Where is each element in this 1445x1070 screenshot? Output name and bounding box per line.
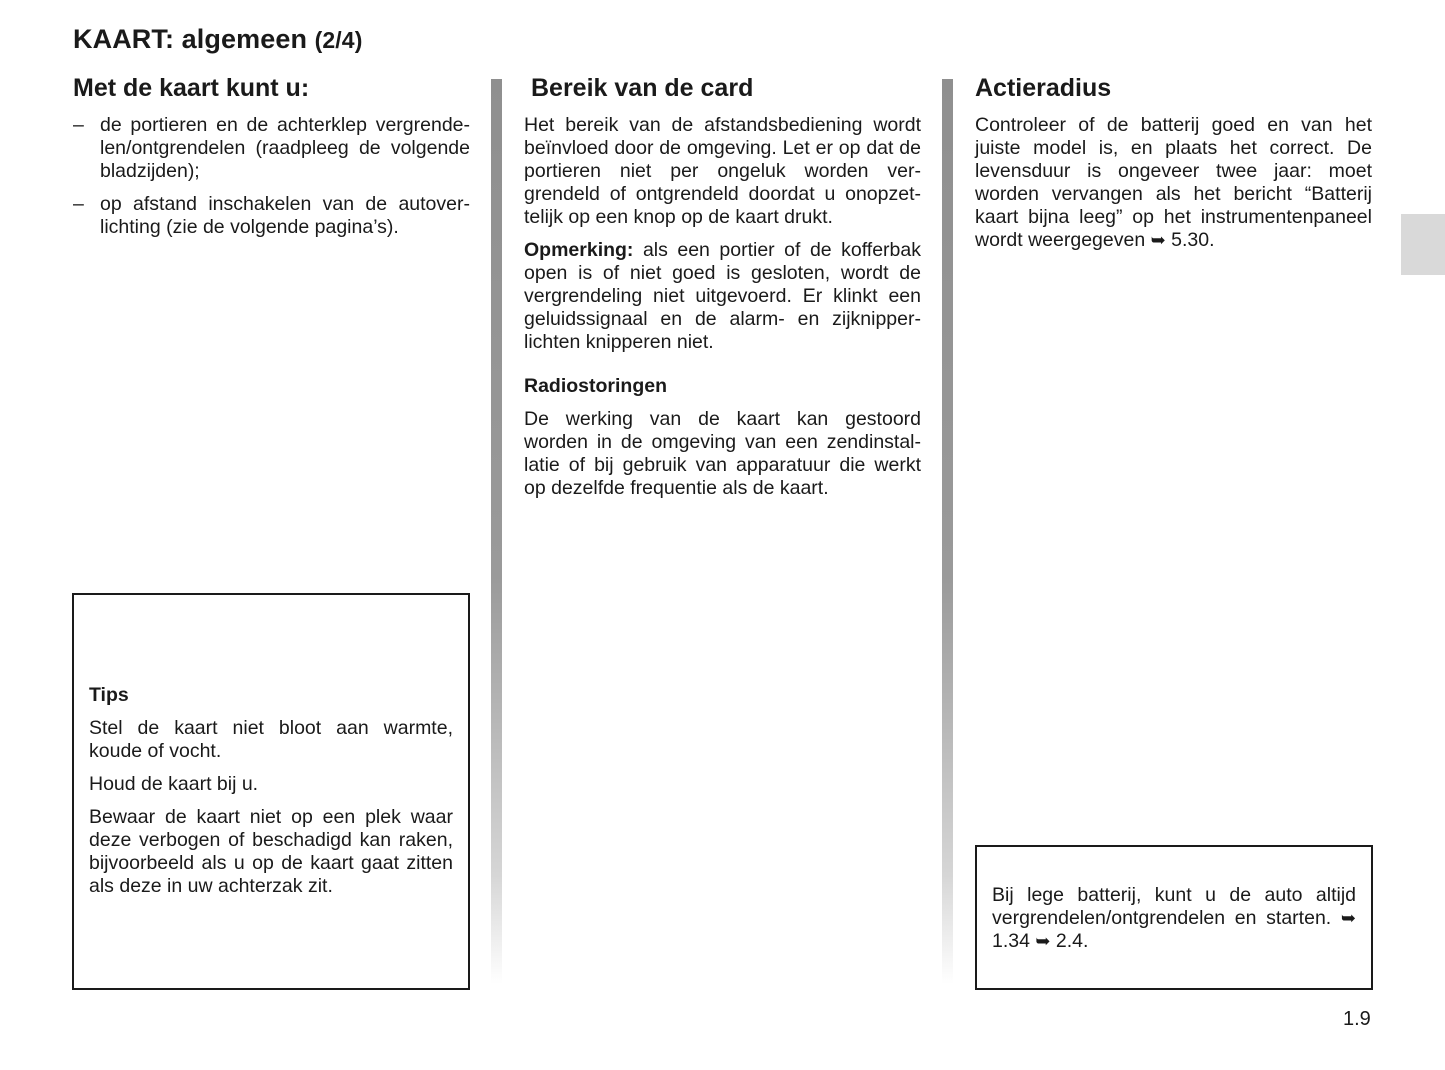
tips-paragraph: Bewaar de kaart niet op een plek waar deze verbogen of beschadigd kan raken, bijvoorbeeld als u op de kaart gaat zitten als deze in uw achterzak zit. — [89, 806, 453, 897]
page-reference: 2.4. — [1050, 930, 1089, 952]
page-number: 1.9 — [1343, 1008, 1371, 1030]
battery-note-sentence: Bij lege batterij, kunt u de auto altijd vergrendelen/ontgrendelen en starten. — [992, 884, 1356, 929]
right-column-body — [975, 114, 1372, 262]
left-column-heading: Met de kaart kunt u: — [73, 74, 310, 102]
list-item-text: de portieren en de achterklep vergrende-len/ontgrendelen (raadpleeg de volgende bladzijden); — [100, 114, 470, 182]
battery-note-text — [992, 884, 1356, 953]
column-divider — [942, 79, 953, 984]
tips-title: Tips — [89, 684, 129, 706]
chapter-tab-marker — [1401, 214, 1445, 275]
middle-column-heading: Bereik van de card — [531, 74, 754, 102]
tips-paragraph: Houd de kaart bij u. — [89, 773, 259, 795]
note-label: Opmerking: — [524, 239, 634, 261]
battery-text: Controleer of de batterij goed en van het juiste model is, en plaats het correct. De levensduur is ongeveer twee jaar: moet worden vervangen als het bericht “Batterij kaart bijna leeg” op het instrumentenpaneel wordt weergegeven — [975, 114, 1372, 251]
tips-box — [72, 593, 470, 990]
reference-arrow-icon: ➥ — [1150, 230, 1166, 250]
page-title — [73, 24, 362, 55]
dash-bullet: – — [73, 114, 84, 136]
radio-interference-paragraph: De werking van de kaart kan gestoord worden in de omgeving van een zendinstal-latie of bij gebruik van apparatuur die werkt op dezelfde frequentie als de kaart. — [524, 408, 921, 499]
page-reference: 1.34 — [992, 930, 1036, 952]
note-text: als een portier of de kofferbak open is of niet goed is gesloten, wordt de vergrendeling niet uitgevoerd. Er klinkt een geluidssignaal en de alarm- en zijknipper-lichten knipperen niet. — [524, 239, 921, 353]
dash-bullet: – — [73, 193, 84, 215]
reference-arrow-icon: ➥ — [1340, 908, 1356, 928]
reference-arrow-icon: ➥ — [1035, 931, 1051, 951]
feature-list — [73, 114, 470, 249]
right-column-heading: Actieradius — [975, 74, 1112, 102]
tips-paragraph: Stel de kaart niet bloot aan warmte, koude of vocht. — [89, 717, 453, 762]
page-title-part: (2/4) — [314, 27, 363, 53]
radio-interference-heading: Radiostoringen — [524, 375, 668, 397]
list-item-text: op afstand inschakelen van de autover-lichting (zie de volgende pagina’s). — [100, 193, 470, 238]
note-paragraph — [524, 239, 921, 354]
range-paragraph: Het bereik van de afstandsbediening wordt beïnvloed door de omgeving. Let er op dat de portieren niet per ongeluk worden ver-grendeld of ontgrendeld doordat u onopzet-telijk op een knop op de kaart drukt. — [524, 114, 921, 228]
list-item — [73, 193, 470, 239]
list-item — [73, 114, 470, 183]
column-divider — [491, 79, 502, 984]
page-reference: 5.30. — [1165, 229, 1215, 251]
middle-column-body — [524, 114, 921, 510]
battery-note-box — [975, 845, 1373, 990]
page-title-text: KAART: algemeen — [73, 24, 308, 54]
battery-paragraph — [975, 114, 1372, 252]
